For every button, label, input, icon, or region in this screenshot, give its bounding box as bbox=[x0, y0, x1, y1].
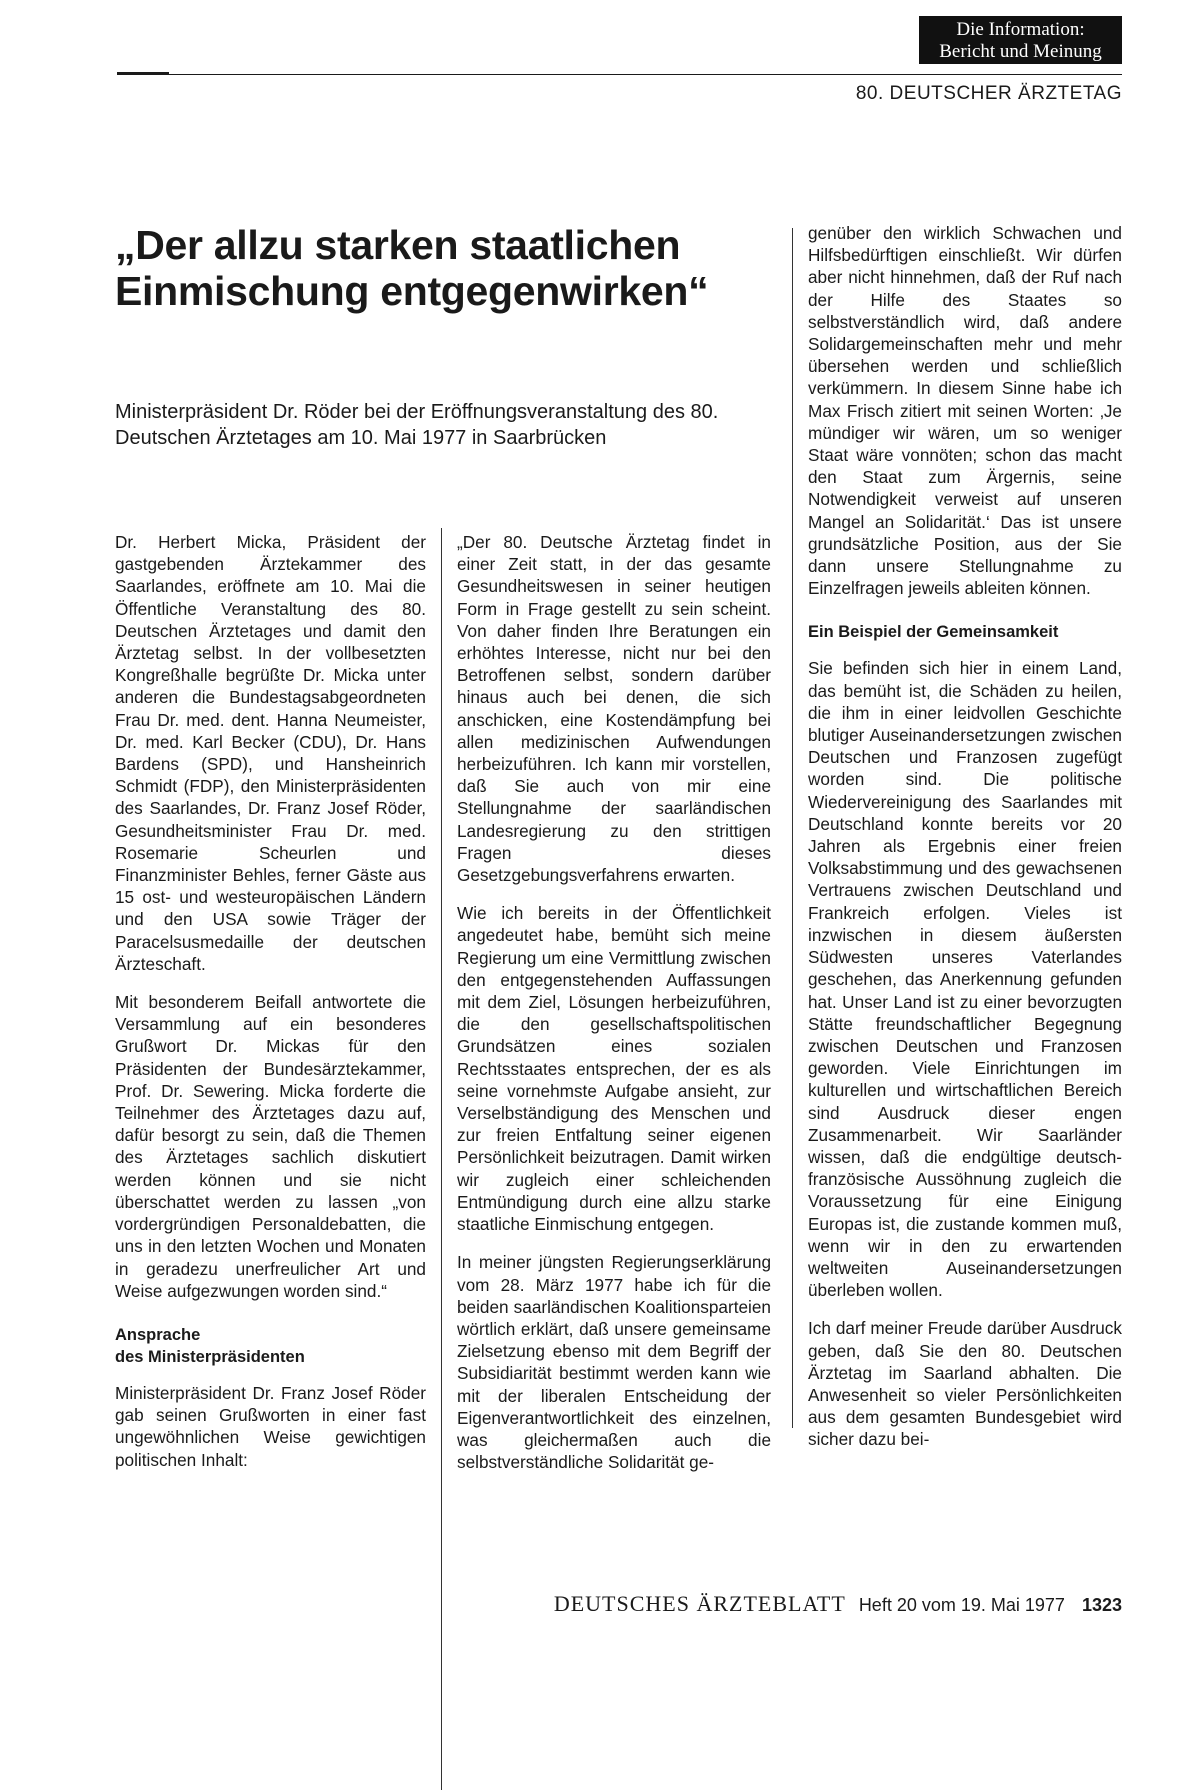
badge-line-1: Die Information: bbox=[956, 19, 1085, 40]
page-number: 1323 bbox=[1081, 1595, 1122, 1615]
subheading-line-2: des Ministerpräsidenten bbox=[115, 1347, 305, 1366]
column-divider-1 bbox=[441, 528, 442, 1790]
paragraph: genüber den wirklich Schwachen und Hilfsbedürftigen einschließt. Wir dürfen aber nicht hinnehmen, daß der Ruf nach der Hilfe des Staates so selbstverständlich wird, daß andere Solidargemeinschaften mehr und mehr übersehen werden und schließlich verkümmern. In diesem Sinne habe ich Max Frisch zitiert mit seinen Worten: ‚Je mündiger wir wären, um so weniger Staat wäre vonnöten; schon das macht den Staat zum Ärgernis, seine Notwendigkeit verweist auf unseren Mangel an Solidarität.‘ Das ist unsere grundsätzliche Position, aus der Sie dann unsere Stellungnahme zu Einzelfragen jeweils ableiten können. bbox=[808, 223, 1122, 599]
paragraph: Wie ich bereits in der Öffentlichkeit angedeutet habe, bemüht sich meine Regierung um eine Vermittlung zwischen den entgegenstehenden Auffassungen mit dem Ziel, Lösungen herbeizuführen, die den gesellschaftspolitischen Grundsätzen eines sozialen Rechtsstaates entsprechen, der es als seine vornehmste Aufgabe ansieht, zur Verselbständigung des Menschen und zur freien Entfaltung seiner eigenen Persönlichkeit beizutragen. Damit wirken wir zugleich einer schleichenden Entmündigung durch eine allzu starke staatliche Einmischung entgegen. bbox=[457, 903, 771, 1235]
paragraph: In meiner jüngsten Regierungserklärung vom 28. März 1977 habe ich für die beiden saarländischen Koalitionsparteien wörtlich erklärt, daß unsere gemeinsame Zielsetzung ebenso mit dem Begriff der Subsidiarität bestimmt werden kann wie mit der liberalen Entscheidung der Eigenverantwortlichkeit des einzelnen, was gleichermaßen auch die selbstverständliche Solidarität ge- bbox=[457, 1252, 771, 1473]
subheading bbox=[115, 1324, 426, 1368]
paragraph: Mit besonderem Beifall antwortete die Versammlung auf ein besonderes Grußwort Dr. Mickas für den Präsidenten der Bundesärztekammer, Prof. Dr. Sewering. Micka forderte die Teilnehmer des Ärztetages dazu auf, dafür besorgt zu sein, daß die Themen des Ärztetages sachlich diskutiert werden können und sie nicht überschattet werden zu lassen „von vordergründigen Personaldebatten, die uns in den letzten Wochen und Monaten in geradezu unerfreulicher Art und Weise aufgezwungen worden sind.“ bbox=[115, 992, 426, 1301]
header-rule bbox=[117, 74, 1122, 75]
column-divider-2 bbox=[792, 228, 793, 1428]
article-column-1 bbox=[115, 531, 426, 1487]
article-headline: „Der allzu starken staatlichen Einmischung entgegenwirken“ bbox=[115, 222, 709, 314]
magazine-name: DEUTSCHES ÄRZTEBLATT bbox=[553, 1591, 846, 1616]
category-badge bbox=[919, 16, 1122, 64]
paragraph: „Der 80. Deutsche Ärztetag findet in einer Zeit statt, in der das gesamte Gesundheitswesen in seiner heutigen Form in Frage gestellt zu sein scheint. Von daher finden Ihre Beratungen ein erhöhtes Interesse, nicht nur bei den Betroffenen selbst, sondern darüber hinaus auch bei denen, die sich anschicken, eine Kostendämpfung bei allen medizinischen Aufwendungen herbeizuführen. Ich kann mir vorstellen, daß Sie auch von mir eine Stellungnahme der saarländischen Landesregierung zu den strittigen Fragen dieses Gesetzgebungsverfahrens erwarten. bbox=[457, 532, 771, 886]
paragraph: Ich darf meiner Freude darüber Ausdruck geben, daß Sie den 80. Deutschen Ärztetag im Saarland abhalten. Die Anwesenheit so vieler Persönlichkeiten aus dem gesamten Bundesgebiet wird sicher dazu bei- bbox=[808, 1318, 1122, 1450]
article-column-2 bbox=[457, 531, 771, 1489]
subheading-line-1: Ansprache bbox=[115, 1325, 201, 1344]
badge-line-2: Bericht und Meinung bbox=[939, 41, 1102, 62]
paragraph: Dr. Herbert Micka, Präsident der gastgebenden Ärztekammer des Saarlandes, eröffnete am 10. Mai die Öffentliche Veranstaltung des 80. Deutschen Ärztetages und damit den Ärztetag selbst. In der vollbesetzten Kongreßhalle begrüßte Dr. Micka unter anderen die Bundestagsabgeordneten Frau Dr. med. dent. Hanna Neumeister, Dr. med. Karl Becker (CDU), Dr. Hans Bardens (SPD), und Hansheinrich Schmidt (FDP), den Ministerpräsidenten des Saarlandes, Dr. Franz Josef Röder, Gesundheitsminister Frau Dr. med. Rosemarie Scheurlen und Finanzminister Behles, ferner Gäste aus 15 ost- und westeuropäischen Ländern und den USA sowie Träger der Paracelsusmedaille der deutschen Ärzteschaft. bbox=[115, 532, 426, 974]
article-subhead: Ministerpräsident Dr. Röder bei der Eröffnungsveranstaltung des 80. Deutschen Ärztetages am 10. Mai 1977 in Saarbrücken bbox=[115, 401, 719, 449]
paragraph: Ministerpräsident Dr. Franz Josef Röder gab seinen Grußworten in einer fast ungewöhnlichen Weise gewichtigen politischen Inhalt: bbox=[115, 1382, 426, 1470]
article-column-3 bbox=[808, 222, 1122, 1467]
subheading: Ein Beispiel der Gemeinsamkeit bbox=[808, 623, 1059, 642]
issue-info: Heft 20 vom 19. Mai 1977 bbox=[858, 1595, 1065, 1615]
page-footer bbox=[554, 1592, 1122, 1617]
section-title: 80. DEUTSCHER ÄRZTETAG bbox=[855, 83, 1122, 104]
paragraph: Sie befinden sich hier in einem Land, das bemüht ist, die Schäden zu heilen, die ihm in einer leidvollen Geschichte blutiger Auseinandersetzungen zwischen Deutschen und Franzosen zugefügt worden sind. Die politische Wiedervereinigung des Saarlandes mit Deutschland konnte bereits vor 20 Jahren als Ergebnis einer freien Volksabstimmung und des gewachsenen Vertrauens zwischen Deutschland und Frankreich erfolgen. Vieles ist inzwischen in diesem äußersten Südwesten unseres Vaterlandes geschehen, das Anerkennung gefunden hat. Unser Land ist zu einer bevorzugten Stätte freundschaftlicher Begegnung zwischen Deutschen und Franzosen geworden. Viele Einrichtungen im kulturellen und wirtschaftlichen Bereich sind Ausdruck dieser engen Zusammenarbeit. Wir Saarländer wissen, daß die endgültige deutsch-französische Aussöhnung zugleich die Voraussetzung für eine Einigung Europas ist, die zustande kommen muß, wenn wir in den zu erwartenden weltweiten Auseinandersetzungen überleben wollen. bbox=[808, 658, 1122, 1301]
